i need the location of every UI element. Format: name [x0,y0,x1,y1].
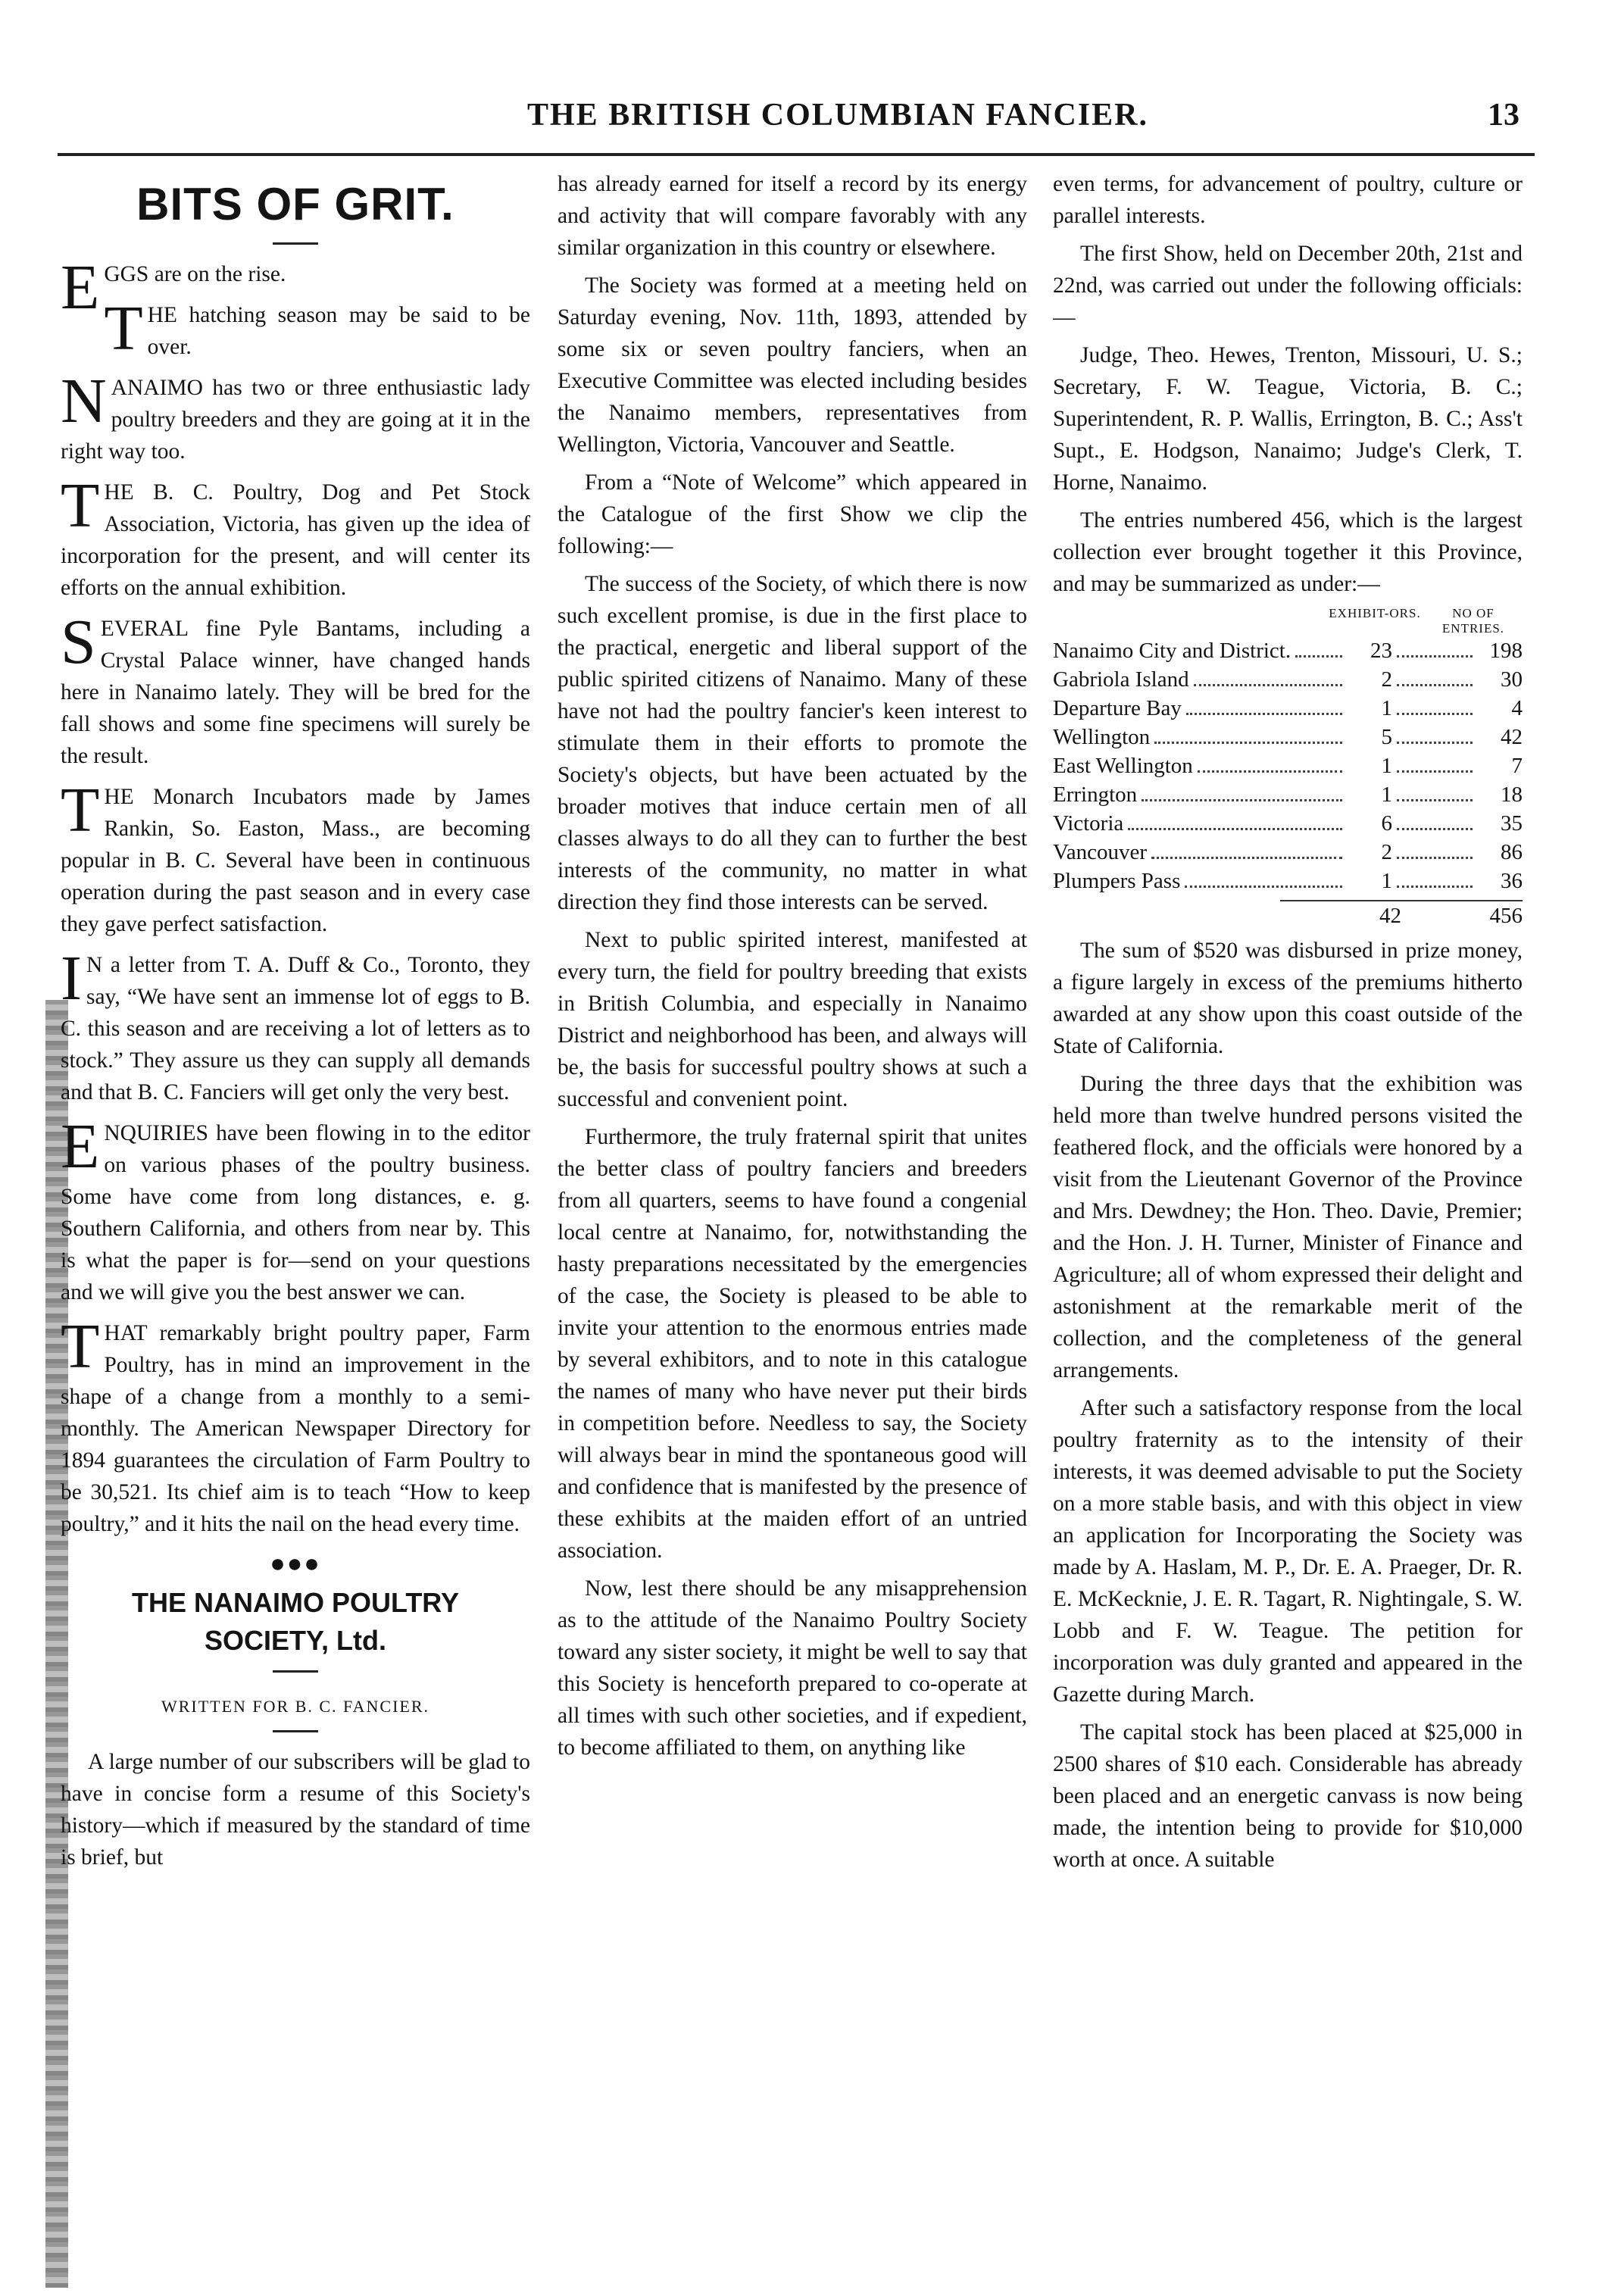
entry-place: Nanaimo City and District. [1053,639,1291,663]
grit-item [61,470,530,604]
article-col1-text [61,1746,530,1873]
grit-item-text: N a letter from T. A. Duff & Co., Toronto, they say, “We have sent an immense lot of eggs to B. C. this season and are receiving a lot of letters as to stock.” They assure us they can supply all demands and that B. C. Fanciers will get only the very best. [61,953,530,1104]
article-col3-text-after [1053,935,1523,1876]
bits-of-grit-list [61,252,530,1540]
entries-row [1053,809,1523,838]
entry-exhibitors: 6 [1381,811,1392,836]
entry-exhibitors: 2 [1381,667,1392,692]
entries-row [1053,867,1523,895]
entries-table-body [1053,636,1523,895]
grit-item-text: HE Monarch Incubators made by James Rankin, So. Easton, Mass., are becoming popular in B. C. Several have been in continuous operation during the past season and in every case they gave perfect satisfaction. [61,785,530,936]
entry-count: 42 [1501,725,1523,749]
drop-cap: S [61,607,96,677]
drop-cap: T [104,293,143,364]
entry-count: 4 [1511,696,1523,720]
dot-leader [1397,742,1473,744]
grit-item-text: HE hatching season may be said to be over. [147,303,530,359]
dot-leader [1185,886,1342,888]
dot-leader [1397,770,1473,773]
drop-cap: T [61,775,100,845]
grit-item [61,1111,530,1308]
entry-place: Wellington [1053,725,1151,749]
entry-exhibitors: 23 [1370,639,1392,663]
entries-row [1053,636,1523,665]
entries-row [1053,694,1523,723]
grit-item-text: HAT remarkably bright poultry paper, Farm Poultry, has in mind an improvement in the shape of a change from a monthly to a semi-monthly. The American Newspaper Directory for 1894 guarantees the circulation of Farm Poultry to be 30,521. Its chief aim is to teach “How to keep poultry,” and it hits the nail on the head every time. [61,1321,530,1536]
article-paragraph: has already earned for itself a record by its energy and activity that will compare favorably with any similar organization in this country or elsewhere. [558,172,1027,260]
entry-count: 18 [1501,783,1523,807]
page-header [58,91,1535,144]
article-col3-text-before [1053,168,1523,600]
column-right [1053,168,1523,2282]
article-paragraph: The Society was formed at a meeting held on Saturday evening, Nov. 11th, 1893, attended by some six or seven poultry fanciers, when an Executive Committee was elected including besides the Nanaimo members, representatives from Wellington, Victoria, Vancouver and Seattle. [558,273,1027,457]
entries-row [1053,665,1523,694]
article-paragraph: The success of the Society, of which there is now such excellent promise, is due in the first place to the practical, energetic and liberal support of the public spirited citizens of Nanaimo. Many of these have not had the poultry fancier's keen interest to stimulate them in their efforts to promote the Society's objects, but have been actuated by the broader motives that induce certain men of all classes always to do all they can to further the best interests of the community, no matter in what direction they find those interests can be served. [558,572,1027,914]
article-title-line2: SOCIETY, Ltd. [204,1625,386,1656]
entry-place: Departure Bay [1053,696,1182,720]
article-paragraph: Next to public spirited interest, manifested at every turn, the field for poultry breeding that exists in British Columbia, and especially in Nanaimo District and neighborhood has been, and always will be, the basis for successful poultry shows at such a successful and convenient point. [558,928,1027,1111]
grit-item-text: HE B. C. Poultry, Dog and Pet Stock Association, Victoria, has given up the idea of incorporation for the present, and will center its efforts on the annual exhibition. [61,480,530,600]
running-title: THE BRITISH COLUMBIAN FANCIER. [527,98,1148,133]
grit-item [61,1311,530,1540]
grit-item [61,252,530,323]
col-entries-header: NO OF ENTRIES. [1441,606,1505,636]
dot-leader [1186,713,1342,715]
article-paragraph: Judge, Theo. Hewes, Trenton, Missouri, U. S.; Secretary, F. W. Teague, Victoria, B. C.; Superintendent, R. P. Wallis, Errington, B. C.; Ass't Supt., E. Hodgson, Nanaimo; Judge's Clerk, T. Horne, Nanaimo. [1053,343,1523,495]
header-rule [58,153,1535,156]
dot-leader [1397,684,1473,686]
dot-leader [1397,857,1473,859]
total-exhibitors: 42 [1379,904,1401,928]
article-title-rule [273,1670,318,1673]
dot-leader [1397,655,1473,658]
grit-item-text: EVERAL fine Pyle Bantams, including a Crystal Palace winner, have changed hands here in Nanaimo lately. They will be bred for the fall shows and some fine specimens will surely be the result. [61,617,530,768]
title-rule [273,242,318,245]
page-number: 13 [1488,98,1519,133]
entries-row [1053,751,1523,780]
entry-exhibitors: 5 [1381,725,1392,749]
drop-cap: T [61,1311,100,1382]
entry-count: 35 [1501,811,1523,836]
dot-leader [1397,886,1473,888]
entry-place: Errington [1053,783,1138,807]
dot-leader [1295,655,1342,658]
grit-item [61,293,530,364]
grit-item-text: GGS are on the rise. [104,262,286,286]
bits-of-grit-title: BITS OF GRIT. [136,179,454,230]
article-paragraph: From a “Note of Welcome” which appeared in the Catalogue of the first Show we clip the following:— [558,470,1027,558]
grit-item-text: ANAIMO has two or three enthusiastic lady poultry breeders and they are going at it in the right way too. [61,376,530,464]
dot-leader [1397,799,1473,801]
entry-place: Gabriola Island [1053,667,1189,692]
entry-count: 7 [1511,754,1523,778]
dot-leader [1151,857,1342,859]
entry-exhibitors: 1 [1381,754,1392,778]
entries-table-header [1053,606,1523,636]
drop-cap: I [61,943,82,1014]
dot-leader [1198,770,1342,773]
article-paragraph: The capital stock has been placed at $25,000 in 2500 shares of $10 each. Considerable has abready been placed and an energetic canvass is now being made, the intention being to provide for $10,000 worth at once. A suitable [1053,1720,1523,1872]
entries-row [1053,838,1523,867]
entries-table [1053,606,1523,930]
article-byline: WRITTEN FOR B. C. FANCIER. [161,1697,430,1716]
total-entries: 456 [1489,904,1523,928]
grit-item [61,607,530,772]
dot-leader [1154,742,1342,744]
entry-exhibitors: 1 [1381,869,1392,893]
drop-cap: T [61,470,100,541]
article-paragraph: Now, lest there should be any misapprehension as to the attitude of the Nanaimo Poultry Society toward any sister society, it might be well to say that this Society is henceforth prepared to co-operate at all times with such other societies, and if expedient, to become affiliated to them, on anything like [558,1576,1027,1760]
article-paragraph: After such a satisfactory response from the local poultry fraternity as to the intensity of their interests, it was deemed advisable to put the Society on a more stable basis, and with this object in view an application for Incorporating the Society was made by A. Haslam, M. P., Dr. E. A. Praeger, Dr. R. E. McKecknie, J. E. R. Tagart, R. Nightingale, S. W. Lobb and F. W. Teague. The petition for incorporation was duly granted and appeared in the Gazette during March. [1053,1396,1523,1707]
entry-place: Vancouver [1053,840,1148,864]
grit-item-text: NQUIRIES have been flowing in to the editor on various phases of the poultry business. Some have come from long distances, e. g. Southern California, and others from near by. This is what the paper is for—send on your questions and we will give you the best answer we can. [61,1121,530,1304]
drop-cap: E [61,1111,100,1182]
article-paragraph: The first Show, held on December 20th, 21st and 22nd, was carried out under the following officials:— [1053,242,1523,330]
entries-table-total [1280,900,1523,930]
entry-exhibitors: 1 [1381,783,1392,807]
entry-count: 198 [1489,639,1523,663]
entry-place: Plumpers Pass [1053,869,1181,893]
entry-place: Victoria [1053,811,1124,836]
article-paragraph: A large number of our subscribers will be glad to have in concise form a resume of this Society's history—which if measured by the standard of time is brief, but [61,1750,530,1870]
column-left [61,168,530,2282]
article-paragraph: The entries numbered 456, which is the largest collection ever brought together it this Province, and may be summarized as under:— [1053,508,1523,596]
entries-row [1053,723,1523,751]
entry-place: East Wellington [1053,754,1193,778]
grit-item [61,775,530,940]
grit-item [61,943,530,1108]
entry-exhibitors: 2 [1381,840,1392,864]
entry-count: 36 [1501,869,1523,893]
entry-count: 30 [1501,667,1523,692]
dot-leader [1397,713,1473,715]
entries-row [1053,780,1523,809]
dot-leader [1194,684,1342,686]
drop-cap: E [61,252,100,323]
column-middle [558,168,1027,2282]
drop-cap: N [61,366,107,436]
section-separator: ●●● [270,1550,321,1578]
article-paragraph: Furthermore, the truly fraternal spirit that unites the better class of poultry fanciers and breeders from all quarters, seems to have found a congenial local centre at Nanaimo, for, notwithstanding the hasty preparations necessitated by the emergencies of the case, the Society is pleased to be able to invite your attention to the enormous entries made by several exhibitors, and to note in this catalogue the names of many who have never put their birds in competition before. Needless to say, the Society will always bear in mind the spontaneous good will and confidence that is manifested by the presence of these exhibits at the maiden effort of an untried association. [558,1125,1027,1563]
article-paragraph: even terms, for advancement of poultry, culture or parallel interests. [1053,172,1523,228]
article-title-line1: THE NANAIMO POULTRY [132,1587,459,1618]
entry-count: 86 [1501,840,1523,864]
article-paragraph: During the three days that the exhibition was held more than twelve hundred persons visited the feathered flock, and the officials were honored by a visit from the Lieutenant Governor of the Province and Mrs. Dewdney; the Hon. Theo. Davie, Premier; and the Hon. J. H. Turner, Minister of Finance and Agriculture; all of whom expressed their delight and astonishment at the remarkable merit of the collection, and the completeness of the general arrangements. [1053,1072,1523,1382]
entry-exhibitors: 1 [1381,696,1392,720]
dot-leader [1397,828,1473,830]
dot-leader [1142,799,1342,801]
grit-item [61,366,530,467]
article-paragraph: The sum of $520 was disbursed in prize money, a figure largely in excess of the premiums hitherto awarded at any show upon this coast outside of the State of California. [1053,939,1523,1058]
byline-rule [273,1730,318,1732]
col-exhibitors-header: EXHIBIT-ORS. [1329,606,1421,620]
dot-leader [1128,828,1342,830]
